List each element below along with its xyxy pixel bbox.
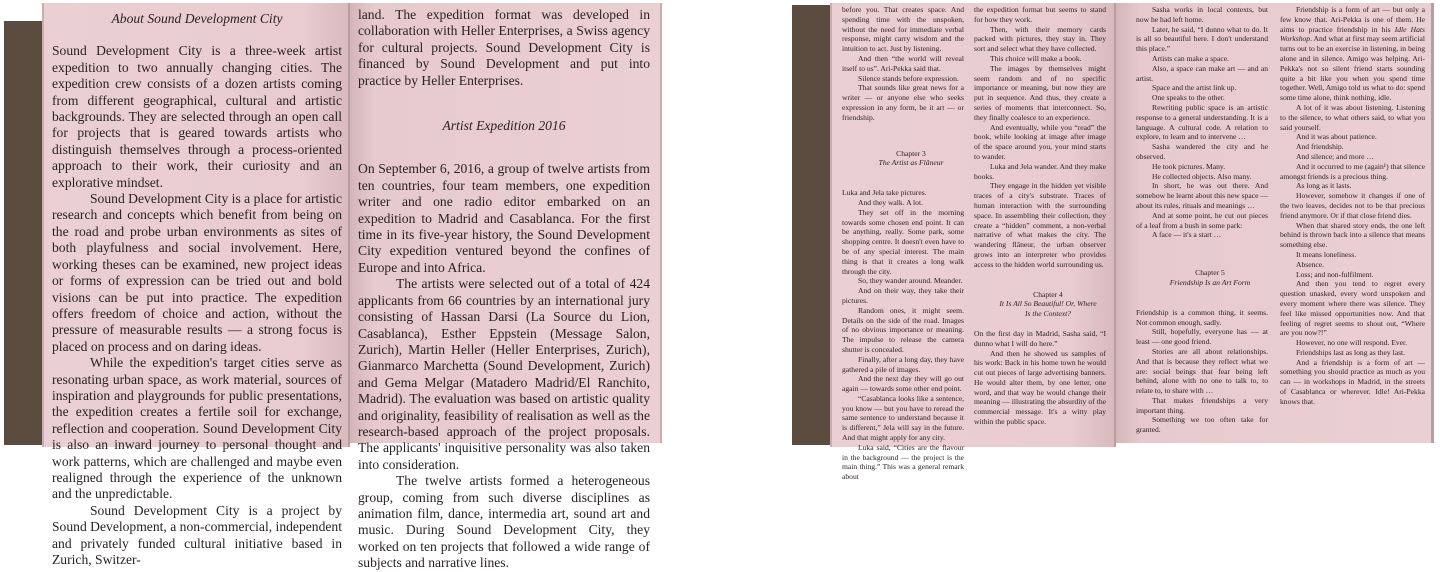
paragraph: Also, a space can make art — and an artist. xyxy=(1136,63,1268,83)
paragraph: A lot of it was about listening. Listening to the silence, to what others said, to what you said yourself. xyxy=(1280,102,1425,132)
paragraph: Artists can make a space. xyxy=(1152,53,1229,63)
paragraph: So, they wander around. Meander. xyxy=(858,276,963,286)
paragraph: Space and the artist link up. xyxy=(1152,83,1237,93)
book-spine xyxy=(792,5,832,445)
paragraph: A face — it's a start … xyxy=(1152,230,1222,240)
paragraph: Luka said, “Cities are the flavour in the background — the project is the main thing.” This was a general remark about xyxy=(842,442,964,482)
paragraph: The images by themselves might seem random and of no specific importance or meaning, but now they are put in sequence. And thus, they create a series of moments that interconnect. So, they finally coalesce to an experience. xyxy=(974,63,1106,122)
paragraph: And the next day they will go out again — towards some other end point. xyxy=(842,374,964,394)
paragraph: And then you tend to regret every question unasked, every word unspoken and every moment where there was silence. They feel like missed opportunities now. And that feeling of regret seems to shout out, “Where are you now?!” xyxy=(1280,279,1425,338)
right-page xyxy=(350,3,662,571)
right-book-spread xyxy=(792,3,1438,482)
paragraph: They engage in the hidden yet visible traces of a city's substrate. Traces of human interaction with the surrounding space. In assembling their collection, they create a “hidden” comment, a non-verbal narrative of what makes the city. The wandering flâneur, the urban observer grows into an interpreter who provides access to the hidden world surrounding us. xyxy=(974,181,1106,269)
paragraph: Rewriting public space is an artistic response to a general understanding. It is a language. A cultural code. A relation to explore, to learn and to intervene … xyxy=(1136,102,1268,142)
paragraph: On the first day in Madrid, Sasha said, “I dunno what I will do here.” xyxy=(974,328,1106,348)
chapter-label: Chapter 4 xyxy=(1033,289,1063,299)
paragraph: While the expedition's target cities serve as resonating urban space, as work material, sources of inspiration and playgrounds for public presentations, the expedition creates a fertile soil for exchange, reflection and cooperation. Sound Development City is also an inward journey to personal thought and work patterns, which are challenged and maybe even realigned through the experience of the unknown and the unpredictable. xyxy=(52,355,342,502)
text-column-4 xyxy=(1280,5,1425,407)
body-text xyxy=(358,161,650,571)
workshop-title: Idle Hats Workshop xyxy=(1280,24,1425,44)
paragraph: Finally, after a long day, they have gathered a pile of images. xyxy=(842,354,964,374)
paragraph: Then, with their memory cards packed with pictures, they stay in. They sort and select what they have collected. xyxy=(974,24,1106,54)
body-text xyxy=(52,43,342,568)
paragraph: Friendships last as long as they last. xyxy=(1296,347,1406,357)
paragraph: Sasha wandered the city and he observed. xyxy=(1136,142,1268,161)
paragraph: On September 6, 2016, a group of twelve artists from ten countries, four team members, one expedition writer and one radio editor embarked on an expedition to Madrid and Casablanca. For the first time in its five-year history, the Sound Development City expedition ventured beyond the confines of Europe and into Africa. xyxy=(358,161,650,275)
paragraph: He collected objects. Also many. xyxy=(1152,171,1252,181)
chapter-title: Friendship Is an Art Form xyxy=(1169,277,1251,287)
paragraph: Sasha works in local contexts, but now he had left home. xyxy=(1136,5,1268,24)
paragraph: This choice will make a book. xyxy=(990,53,1082,63)
book-spine xyxy=(4,21,44,445)
paragraph: When that shared story ends, the one left behind is thrown back into a silence that means something else. xyxy=(1280,220,1425,250)
paragraph: Stories are all about relationships. And that is because they reflect what we are: social beings that fear being left behind, alone with no one to talk to, to relate to, to share with … xyxy=(1136,346,1268,396)
left-book-spread xyxy=(4,3,674,571)
chapter-title: Is the Context? xyxy=(1025,309,1071,319)
paragraph: land. The expedition format was developed in collaboration with Heller Enterprises, a Swiss agency for cultural projects. Sound Development City is financed by Sound Development and put into practice by Heller Enterprises. xyxy=(358,7,650,88)
paragraph: And eventually, while you “read” the book, while looking at image after image of the space around you, your mind starts to wander. xyxy=(974,122,1106,161)
paragraph: Sound Development City is a three-week artist expedition to two annually changing cities. The expedition crew consists of a dozen artists coming from different geographical, cultural and artistic backgrounds. They are selected through an open call for projects that is geared towards artists who distinguish themselves through a process-oriented approach to their work, their curiosity and an explorative mindset. xyxy=(52,43,342,190)
paragraph: And friendship. xyxy=(1296,142,1344,152)
paragraph: And at some point, he cut out pieces of a leaf from a bush in some park: xyxy=(1136,210,1268,230)
paragraph: In short, he was out there. And somehow he learnt about this new space — about its rules, rituals and meanings … xyxy=(1136,181,1268,210)
section-heading: About Sound Development City xyxy=(111,11,283,26)
chapter-title: It Is All So Beautiful! Or, Where xyxy=(999,299,1097,309)
paragraph: Loss; and non-fulfilment. xyxy=(1296,269,1374,279)
body-text xyxy=(358,7,650,89)
paragraph: Friendship is a common thing, it seems. Not common enough, sadly. xyxy=(1136,307,1268,327)
paragraph: Later, he said, “I dunno what to do. It is all so beautiful here. I don't understand this place.” xyxy=(1136,24,1268,54)
text-column-1 xyxy=(842,5,964,482)
left-page xyxy=(42,3,348,567)
paragraph: And a friendship is a form of art — something you should practice as much as you can — in workshops in Madrid, in the streets of Casablanca or wherever. Idle! Ari-Pekka knows that. xyxy=(1280,357,1425,406)
section-heading: Artist Expedition 2016 xyxy=(442,118,566,134)
paragraph: As long as it lasts. xyxy=(1296,181,1352,191)
paragraph: That sounds like great news for a writer — or anyone else who seeks expression in any form, be it art — or friendship. xyxy=(842,83,964,122)
paragraph: Sound Development City is a project by Sound Development, a non-commercial, independent and privately funded cultural initiative based in Zurich, Switzer- xyxy=(52,502,342,567)
text-column-3 xyxy=(1136,5,1268,435)
paragraph: Sound Development City is a place for artistic research and concepts which benefit from being on the road and probe urban environments as sites of both playfulness and social involvement. Here, working theses can be examined, new project ideas or forms of expression can be tried out and bold visions can be put into practice. The expedition offers freedom of choice and action, without the pressure of measurable results — a strong focus is placed on process and on daring ideas. xyxy=(52,191,342,354)
paragraph: They set off in the morning towards some chosen end point. It can be anything, really. Some park, some shopping centre. It doesn't even have to be of any special interest. The main thing is that it creates a long walk through the city. xyxy=(842,207,964,276)
paragraph: Absence. xyxy=(1296,259,1325,269)
paragraph-text: Friendship is a form of art — but only a few know that. Ari-Pekka is one of them. He aims to practice friendship in his xyxy=(1280,5,1425,34)
paragraph: Something we too often take for granted. xyxy=(1136,415,1268,435)
paragraph: Luka and Jela take pictures. xyxy=(842,188,927,198)
paragraph: And then he showed us samples of his work: Back in his home town he would cut out pieces of large advertising banners. He would alter them, by one letter, one word, and that way he would change their meaning — illustrating the absurdity of the commercial message. It's a witty play within the public space. xyxy=(974,348,1106,427)
text-column-2 xyxy=(974,5,1106,427)
paragraph: Silence stands before expression. xyxy=(858,73,959,83)
paragraph: Still, hopefully, everyone has — at least — one good friend. xyxy=(1136,327,1268,347)
chapter-label: Chapter 5 xyxy=(1195,268,1225,278)
paragraph: And silence; and more … xyxy=(1296,151,1375,161)
paragraph xyxy=(1280,5,1425,103)
paragraph: One speaks to the other. xyxy=(1152,93,1225,103)
paragraph: The artists were selected out of a total of 424 applicants from 66 countries by an international jury consisting of Hassan Darsi (La Source du Lion, Casablanca), Esther Eppstein (Message Salon, Zurich), Martin Heller (Heller Enterprises, Zurich), Gianmarco Marchetta (Sound Development, Zurich) and Gema Melgar (Matadero Madrid/El Ranchito, Madrid). The evaluation was based on artistic quality and originality, feasibility of realisation as well as the research-based approach of the project proposals. The applicants' inquisitive personality was also taken into consideration. xyxy=(358,276,650,472)
paragraph: And then “the world will reveal itself to us”. Ari-Pekka said that. xyxy=(842,53,964,73)
paragraph: And they walk. A lot. xyxy=(858,197,923,207)
paragraph: However, no one will respond. Ever. xyxy=(1296,338,1408,348)
chapter-title: The Artist as Flâneur xyxy=(878,158,944,168)
paragraph: And it occurred to me (again¹) that silence amongst friends is a precious thing. xyxy=(1280,161,1425,181)
paragraph: Luka and Jela wander. And they make books. xyxy=(974,161,1106,181)
paragraph: before you. That creates space. And spending time with the unspoken, without the need for immediate verbal response, might carry wisdom and the intuition to act. Just by listening. xyxy=(842,5,964,54)
paragraph: It means loneliness. xyxy=(1296,249,1357,259)
paragraph: And on their way, they take their pictures. xyxy=(842,286,964,305)
chapter-label: Chapter 3 xyxy=(896,148,926,158)
paragraph: the expedition format but seems to stand for how they work. xyxy=(974,5,1106,24)
paragraph: However, somehow it changes if one of the two leaves, decides not to be that precious friend anymore. Or if that close friend dies. xyxy=(1280,191,1425,220)
paragraph: Random ones, it might seem. Details on the side of the road. Images of no obvious importance or meaning. The impulse to release the camera shutter is concealed. xyxy=(842,305,964,354)
paragraph: The twelve artists formed a heterogeneous group, coming from such diverse disciplines as animation film, dance, intermedia art, sound art and music. During Sound Development City, they worked on ten projects that followed a wide range of subjects and narrative lines. xyxy=(358,473,650,571)
paragraph: And it was about patience. xyxy=(1296,132,1377,142)
paragraph: “Casablanca looks like a sentence, you know — but you have to reread the same sentence to understand because it is different,” Jela will say in the future. And that might apply for any city. xyxy=(842,393,964,443)
paragraph: He took pictures. Many. xyxy=(1152,161,1226,171)
paragraph: That makes friendships a very important thing. xyxy=(1136,395,1268,415)
paragraph-text: . And what at first may seem artificial turns out to be an exercise in listening, in being alone and in silence. Amigo was helping. Ari-Pekka's not so silent friend starts sounding quite a bit like you when you spend time together. Well, Amigo told us what to do: spend some time alone, think nothing, idle. xyxy=(1280,34,1425,103)
